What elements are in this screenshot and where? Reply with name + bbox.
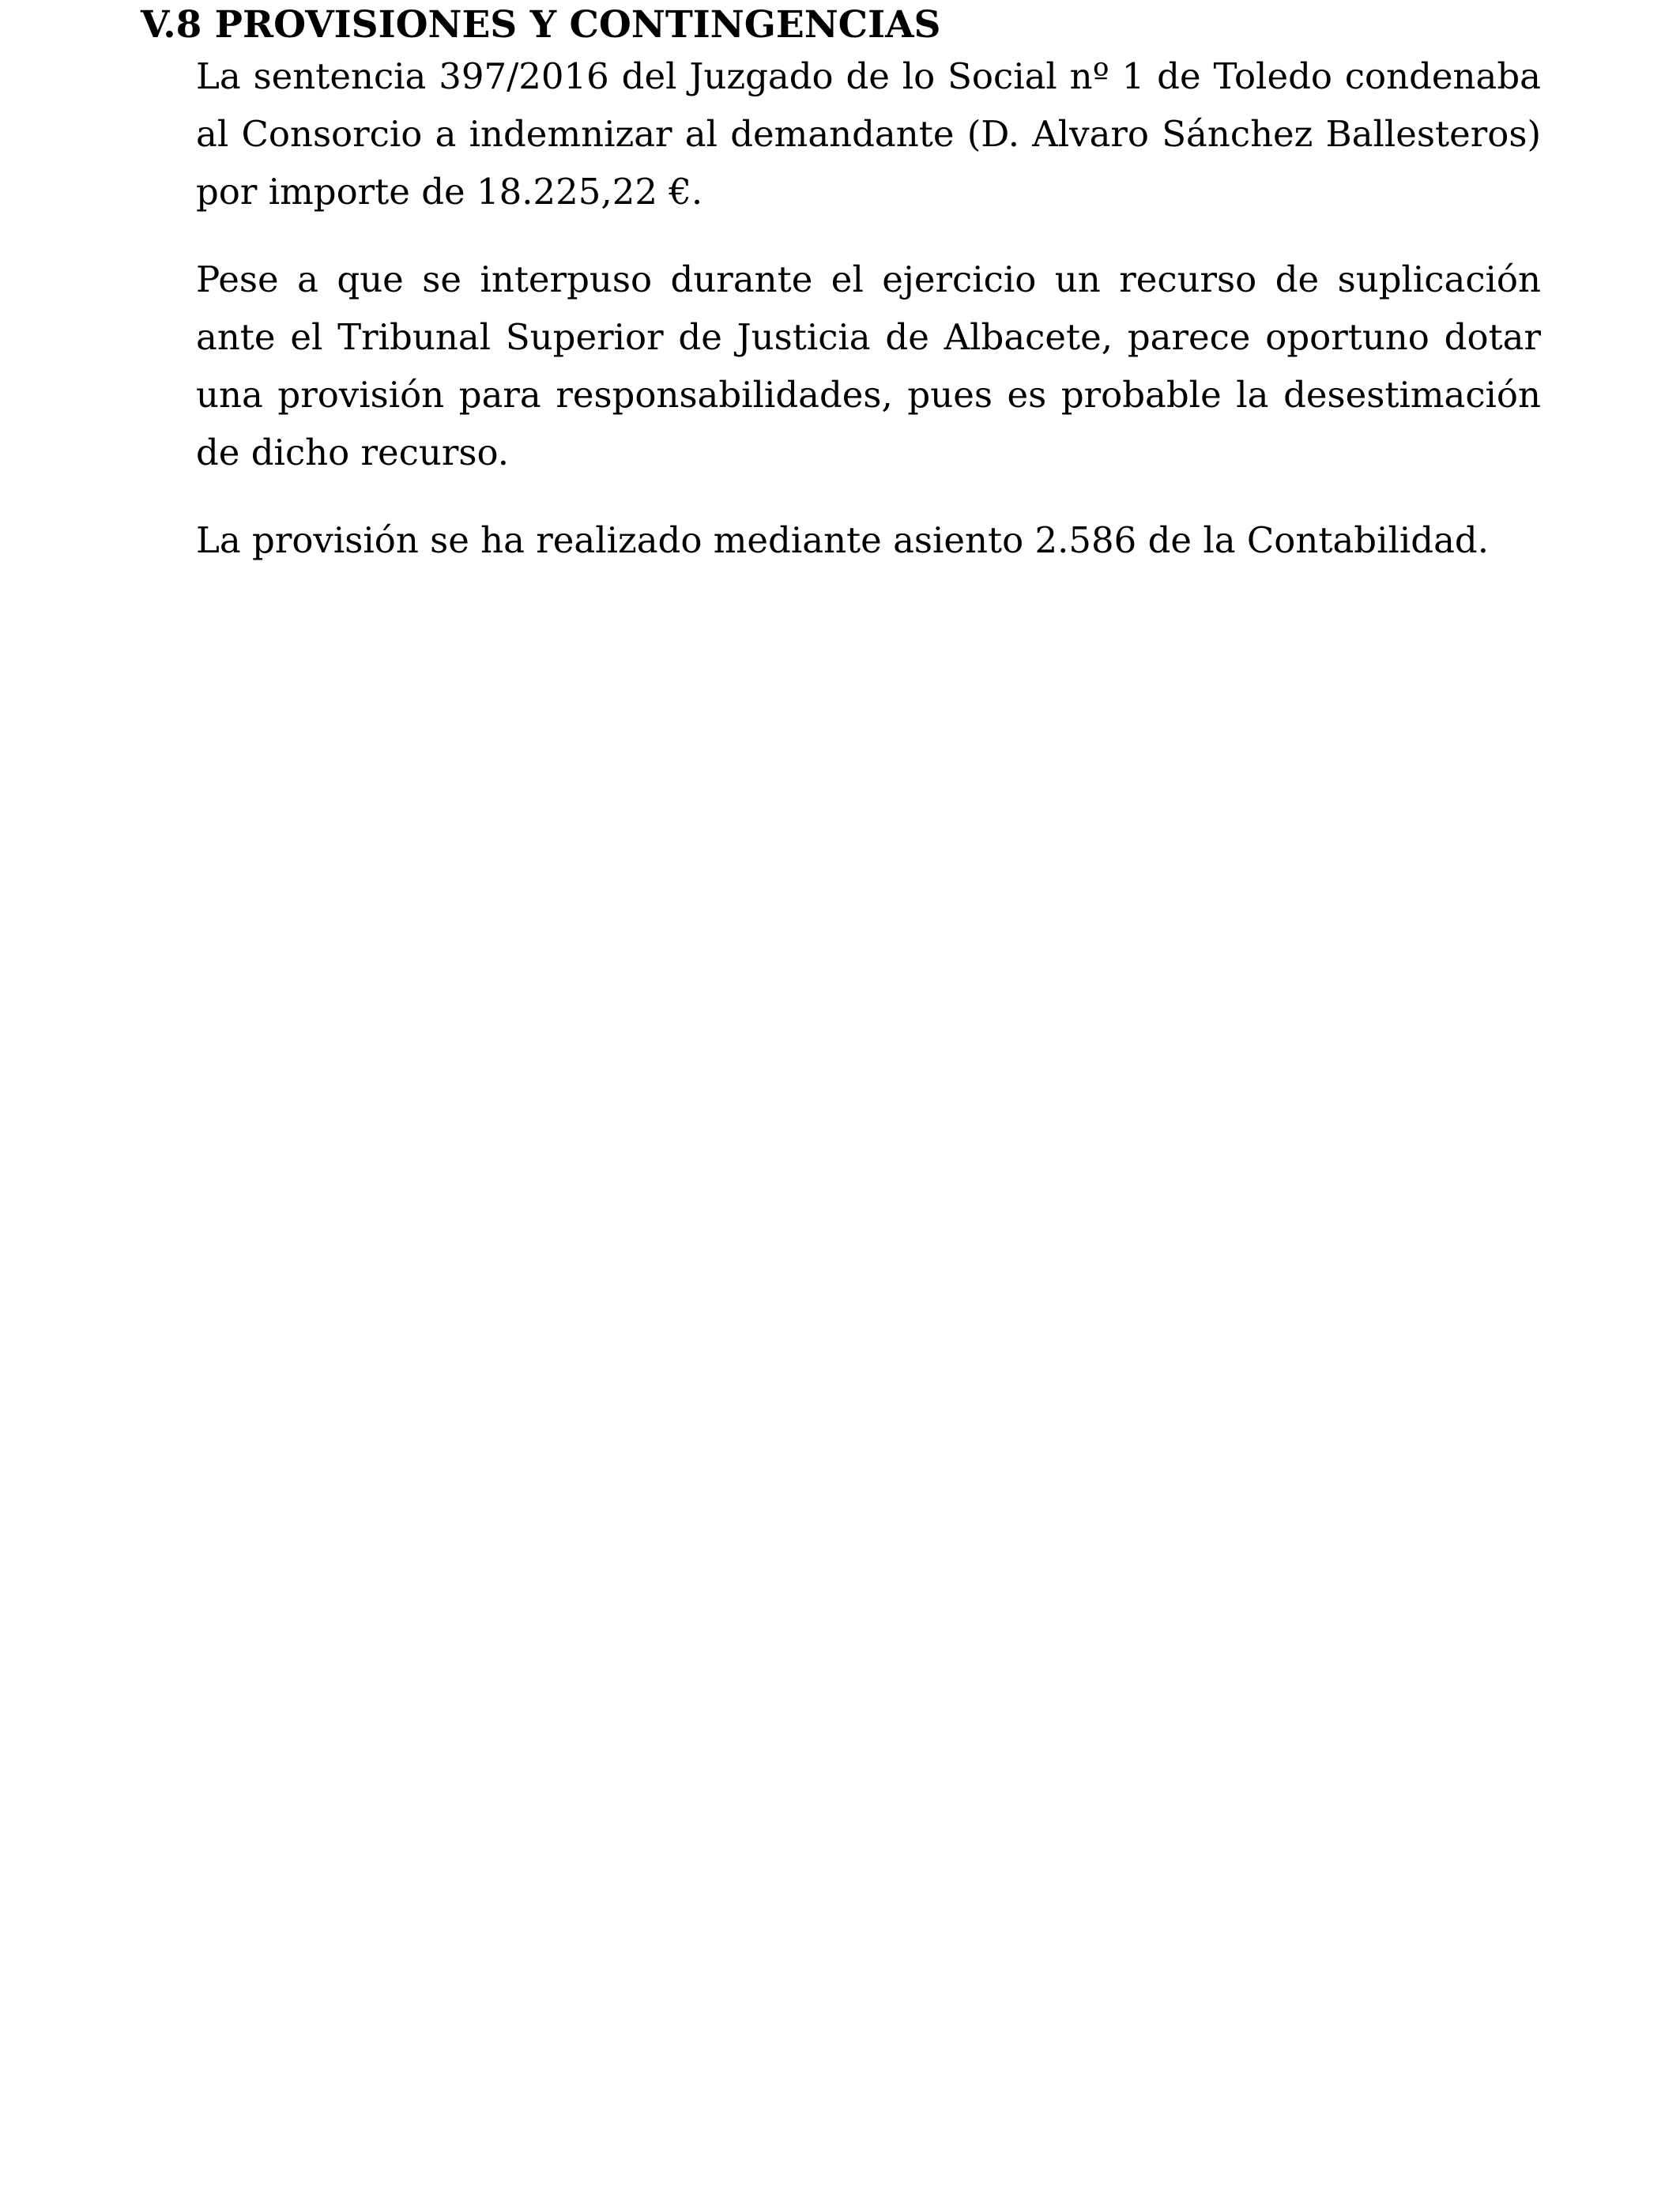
paragraph-asiento: La provisión se ha realizado mediante asiento 2.586 de la Contabilidad. [196, 519, 1490, 561]
section-body [196, 47, 1541, 599]
section-heading: V.8 PROVISIONES Y CONTINGENCIAS [141, 3, 941, 47]
paragraph-recurso: Pese a que se interpuso durante el ejercicio un recurso de suplicación ante el Tribunal Superior de Justicia de Albacete, parece oportuno dotar una provisión para responsabilidades, pues es probable la desestimación de dicho recurso. [196, 258, 1541, 473]
paragraph-sentencia: La sentencia 397/2016 del Juzgado de lo Social nº 1 de Toledo condenaba al Consorcio a indemnizar al demandante (D. Alvaro Sánchez Ballesteros) por importe de 18.225,22 €. [196, 55, 1541, 213]
